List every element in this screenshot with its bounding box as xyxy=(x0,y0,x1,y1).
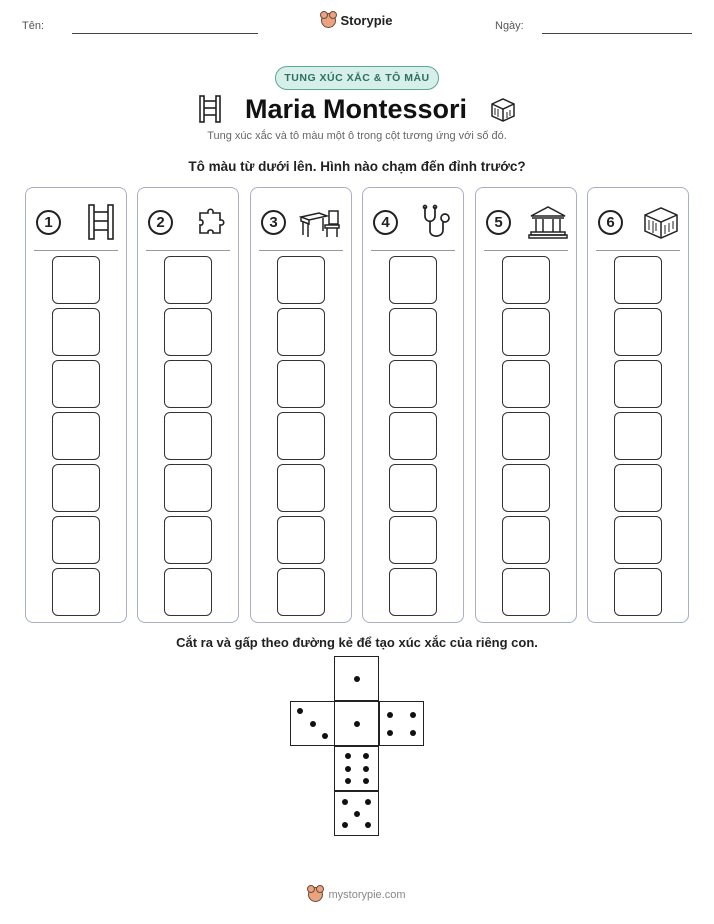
color-cell[interactable] xyxy=(164,464,212,512)
color-cell[interactable] xyxy=(277,256,325,304)
color-cell[interactable] xyxy=(502,516,550,564)
cut-instruction: Cắt ra và gấp theo đường kẻ để tạo xúc xắc của riêng con. xyxy=(176,635,538,650)
column-number: 2 xyxy=(148,210,173,235)
column-number: 4 xyxy=(373,210,398,235)
color-cell[interactable] xyxy=(389,412,437,460)
die-pip xyxy=(345,753,351,759)
column-number: 6 xyxy=(598,210,623,235)
die-pip xyxy=(310,721,316,727)
die-face-right xyxy=(379,701,424,746)
column-1 xyxy=(25,187,127,623)
column-2 xyxy=(137,187,239,623)
column-number: 3 xyxy=(261,210,286,235)
die-pip xyxy=(354,721,360,727)
color-cell[interactable] xyxy=(389,516,437,564)
die-pip xyxy=(363,766,369,772)
die-pip xyxy=(365,822,371,828)
die-pip xyxy=(410,712,416,718)
color-cell[interactable] xyxy=(277,308,325,356)
color-cell[interactable] xyxy=(614,516,662,564)
wooden-block-icon xyxy=(489,95,517,123)
column-divider xyxy=(34,250,118,251)
color-cell[interactable] xyxy=(52,256,100,304)
die-pip xyxy=(297,708,303,714)
column-5 xyxy=(475,187,577,623)
color-cell[interactable] xyxy=(389,568,437,616)
school-desk-icon xyxy=(299,205,343,239)
die-pip xyxy=(354,676,360,682)
die-pip xyxy=(410,730,416,736)
activity-badge: TUNG XÚC XẮC & TÔ MÀU xyxy=(275,66,439,90)
ladder-icon xyxy=(84,204,118,240)
wooden-block-icon xyxy=(642,204,680,240)
brand-logo xyxy=(0,13,714,28)
color-cell[interactable] xyxy=(164,256,212,304)
color-cell[interactable] xyxy=(164,412,212,460)
color-cell[interactable] xyxy=(277,360,325,408)
die-pip xyxy=(322,733,328,739)
die-face-top xyxy=(334,656,379,701)
column-divider xyxy=(371,250,455,251)
color-cell[interactable] xyxy=(614,360,662,408)
color-cell[interactable] xyxy=(164,516,212,564)
die-pip xyxy=(363,753,369,759)
stethoscope-icon xyxy=(419,204,455,240)
column-divider xyxy=(484,250,568,251)
instruction: Tô màu từ dưới lên. Hình nào chạm đến đỉnh trước? xyxy=(188,159,526,174)
color-cell[interactable] xyxy=(389,308,437,356)
date-label: Ngày: xyxy=(495,20,524,32)
die-pip xyxy=(387,730,393,736)
color-cell[interactable] xyxy=(502,412,550,460)
color-cell[interactable] xyxy=(502,308,550,356)
color-cell[interactable] xyxy=(614,256,662,304)
color-cell[interactable] xyxy=(164,360,212,408)
color-cell[interactable] xyxy=(389,256,437,304)
color-cell[interactable] xyxy=(502,360,550,408)
subtitle: Tung xúc xắc và tô màu một ô trong cột tương ứng với số đó. xyxy=(207,130,507,142)
color-cell[interactable] xyxy=(614,308,662,356)
color-cell[interactable] xyxy=(52,568,100,616)
museum-icon xyxy=(528,205,568,239)
color-cell[interactable] xyxy=(164,568,212,616)
color-cell[interactable] xyxy=(52,308,100,356)
color-cell[interactable] xyxy=(614,412,662,460)
color-cell[interactable] xyxy=(277,568,325,616)
color-cell[interactable] xyxy=(277,464,325,512)
color-cell[interactable] xyxy=(52,464,100,512)
column-number: 1 xyxy=(36,210,61,235)
color-cell[interactable] xyxy=(614,568,662,616)
page-title: Maria Montessori xyxy=(244,93,468,124)
brand-name: Storypie xyxy=(340,13,393,28)
name-label: Tên: xyxy=(22,20,45,32)
die-pip xyxy=(354,811,360,817)
color-cell[interactable] xyxy=(52,360,100,408)
ladder-icon xyxy=(197,95,223,123)
date-line[interactable] xyxy=(542,33,692,34)
bear-icon xyxy=(308,887,323,902)
column-6 xyxy=(587,187,689,623)
die-pip xyxy=(342,822,348,828)
column-number: 5 xyxy=(486,210,511,235)
color-cell[interactable] xyxy=(614,464,662,512)
color-cell[interactable] xyxy=(502,464,550,512)
color-cell[interactable] xyxy=(52,516,100,564)
die-pip xyxy=(345,778,351,784)
footer-url[interactable]: mystorypie.com xyxy=(328,888,406,901)
color-cell[interactable] xyxy=(389,360,437,408)
color-cell[interactable] xyxy=(52,412,100,460)
color-cell[interactable] xyxy=(502,256,550,304)
column-divider xyxy=(146,250,230,251)
die-face-center xyxy=(334,701,379,746)
column-divider xyxy=(596,250,680,251)
color-cell[interactable] xyxy=(164,308,212,356)
column-3 xyxy=(250,187,352,623)
bear-icon xyxy=(321,13,336,28)
die-face-below-center xyxy=(334,746,379,791)
column-divider xyxy=(259,250,343,251)
footer xyxy=(0,887,714,902)
die-pip xyxy=(345,766,351,772)
die-pip xyxy=(342,799,348,805)
puzzle-piece-icon xyxy=(196,205,230,239)
color-cell[interactable] xyxy=(502,568,550,616)
die-face-left xyxy=(290,701,335,746)
name-line[interactable] xyxy=(72,33,258,34)
color-cell[interactable] xyxy=(277,516,325,564)
die-pip xyxy=(365,799,371,805)
column-4 xyxy=(362,187,464,623)
color-cell[interactable] xyxy=(389,464,437,512)
die-face-bottom xyxy=(334,791,379,836)
color-cell[interactable] xyxy=(277,412,325,460)
die-pip xyxy=(387,712,393,718)
die-pip xyxy=(363,778,369,784)
